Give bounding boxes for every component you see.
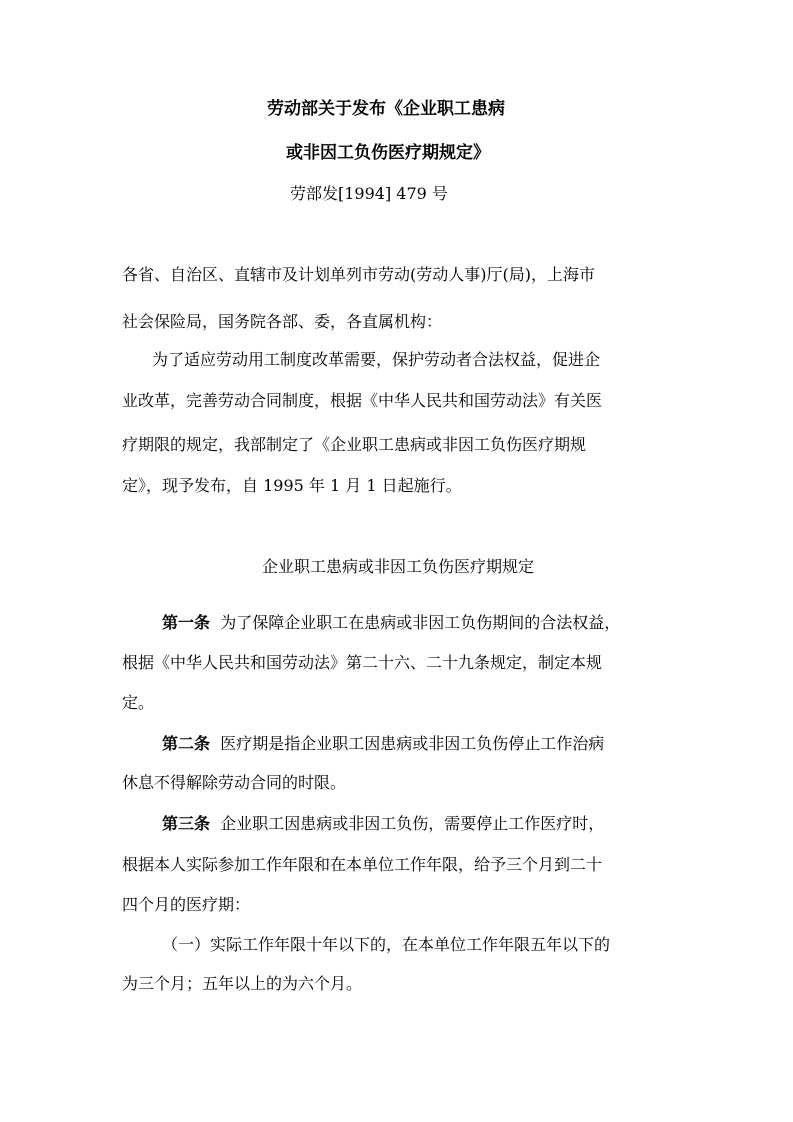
doc-title-line-2: 或非因工负伤医疗期规定》: [286, 143, 490, 163]
regulation-title: 企业职工患病或非因工负伤医疗期规定: [262, 557, 535, 576]
article-2-text: 医疗期是指企业职工因患病或非因工负伤停止工作治病: [220, 734, 605, 753]
notice-body-line-4: 定》，现予发布，自 1995 年 1 月 1 日起施行。: [122, 476, 462, 495]
article-1-line-3: 定。: [122, 693, 155, 712]
article-1-label: 第一条: [162, 613, 211, 632]
addressee-line-2: 社会保险局，国务院各部、委，各直属机构：: [122, 312, 443, 331]
article-2-line-2: 休息不得解除劳动合同的时限。: [122, 773, 347, 792]
notice-body-line-3: 疗期限的规定，我部制定了《企业职工患病或非因工负伤医疗期规: [122, 435, 587, 454]
article-1-line-2: 根据《中华人民共和国劳动法》第二十六、二十九条规定，制定本规: [122, 653, 603, 672]
notice-body-line-1: 为了适应劳动用工制度改革需要，保护劳动者合法权益，促进企: [152, 350, 601, 369]
article-1-text: 为了保障企业职工在患病或非因工负伤期间的合法权益，: [220, 613, 621, 632]
article-3-text: 企业职工因患病或非因工负伤，需要停止工作医疗时，: [220, 814, 605, 833]
article-3-line-3: 四个月的医疗期：: [122, 895, 251, 914]
addressee-line-1: 各省、自治区、直辖市及计划单列市劳动(劳动人事)厅(局)，上海市: [122, 265, 595, 284]
article-2-label: 第二条: [162, 734, 211, 753]
article-3-line-2: 根据本人实际参加工作年限和在本单位工作年限，给予三个月到二十: [122, 855, 603, 874]
article-3-line-1: [162, 814, 604, 834]
article-3-item-1-line-1: （一）实际工作年限十年以下的，在本单位工作年限五年以下的: [162, 935, 611, 954]
article-3-label: 第三条: [162, 814, 211, 833]
notice-body-line-2: 业改革，完善劳动合同制度，根据《中华人民共和国劳动法》有关医: [122, 391, 603, 410]
article-3-item-1-line-2: 为三个月；五年以上的为六个月。: [122, 974, 363, 993]
article-2-line-1: [162, 734, 604, 754]
doc-number: 劳部发[1994] 479 号: [290, 184, 448, 203]
article-1-line-1: [162, 613, 620, 633]
doc-title-line-1: 劳动部关于发布《企业职工患病: [267, 99, 505, 119]
